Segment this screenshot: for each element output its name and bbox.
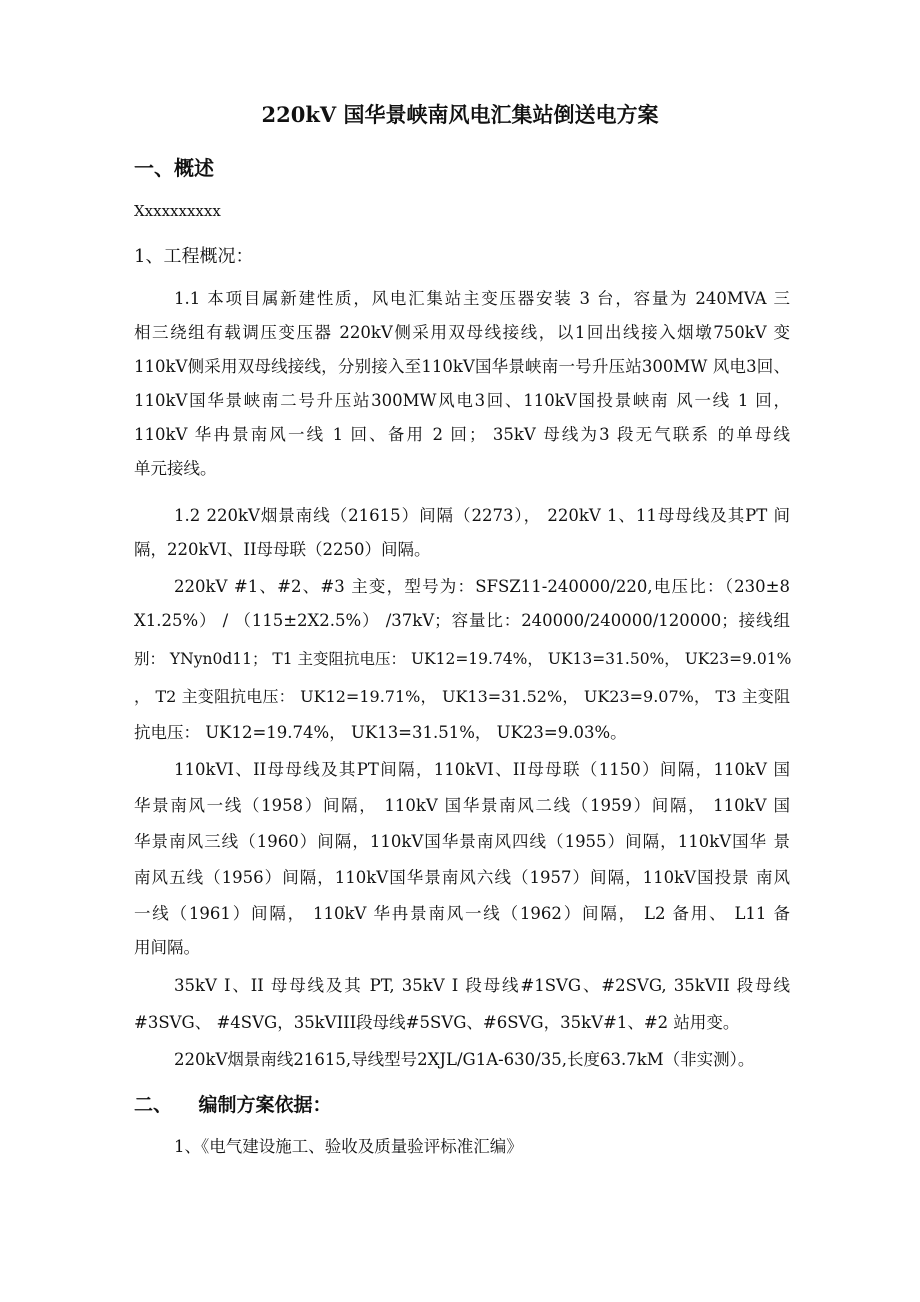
paragraph-line: 110kV国华景峡南二号升压站300MW风电3回、110kV国投景峡南 风一线 1 回， bbox=[134, 391, 790, 410]
section-heading-basis: 二、 编制方案依据： bbox=[134, 1094, 332, 1116]
placeholder-text: Xxxxxxxxxx bbox=[134, 202, 221, 220]
paragraph-line: 相三绕组有载调压变压器 220kV侧采用双母线接线，以1回出线接入烟墩750kV 变 bbox=[134, 323, 790, 342]
paragraph-line: 1.1 本项目属新建性质，风电汇集站主变压器安装 3 台，容量为 240MVA 三 bbox=[174, 289, 790, 308]
paragraph-line: 220kV烟景南线21615,导线型号2XJL/G1A-630/35,长度63.7kM（非实测）。 bbox=[174, 1050, 755, 1069]
paragraph-line: 别： YNyn0d11； T1 主变阻抗电压： UK12=19.74%， UK13=31.50%， UK23=9.01% bbox=[134, 650, 792, 668]
paragraph-line: 华景南风一线（1958）间隔， 110kV 国华景南风二线（1959）间隔， 110kV 国 bbox=[134, 796, 790, 815]
paragraph-line: 隔，220kVI、II母母联（2250）间隔。 bbox=[134, 540, 431, 559]
paragraph-line: 抗电压： UK12=19.74%， UK13=31.51%， UK23=9.03%。 bbox=[134, 723, 627, 742]
reference-item: 1、《电气建设施工、验收及质量验评标准汇编》 bbox=[174, 1137, 523, 1156]
paragraph-line: 110kVI、II母母线及其PT间隔，110kVI、II母母联（1150）间隔，110kV 国 bbox=[174, 760, 790, 779]
paragraph-line: #3SVG、 #4SVG，35kVIII段母线#5SVG、#6SVG，35kV#1、#2 站用变。 bbox=[134, 1013, 740, 1032]
paragraph-line: 单元接线。 bbox=[134, 459, 217, 478]
document-title: 220kV 国华景峡南风电汇集站倒送电方案 bbox=[261, 102, 659, 127]
subsection-heading-project: 1、工程概况： bbox=[134, 246, 254, 267]
paragraph-line: 220kV #1、#2、#3 主变，型号为：SFSZ11-240000/220,电压比：（230±8 bbox=[174, 577, 790, 596]
paragraph-line: 南风五线（1956）间隔，110kV国华景南风六线（1957）间隔，110kV国投景 南风 bbox=[134, 868, 790, 887]
paragraph-line: 110kV 华冉景南风一线 1 回、备用 2 回； 35kV 母线为3 段无气联系 的单母线 bbox=[134, 425, 790, 444]
section-heading-overview: 一、概述 bbox=[134, 156, 214, 180]
paragraph-line: 一线（1961）间隔， 110kV 华冉景南风一线（1962）间隔， L2 备用、 L11 备 bbox=[134, 904, 790, 923]
paragraph-line: 用间隔。 bbox=[134, 938, 200, 957]
paragraph-line: 110kV侧采用双母线接线，分别接入至110kV国华景峡南一号升压站300MW 风电3回、 bbox=[134, 357, 790, 376]
paragraph-line: 1.2 220kV烟景南线（21615）间隔（2273）， 220kV 1、11母母线及其PT 间 bbox=[174, 506, 790, 525]
paragraph-line: 35kV I、II 母母线及其 PT, 35kV I 段母线#1SVG、#2SVG, 35kVII 段母线 bbox=[174, 976, 790, 995]
paragraph-line: 华景南风三线（1960）间隔，110kV国华景南风四线（1955）间隔，110kV国华 景 bbox=[134, 832, 790, 851]
paragraph-line: ， T2 主变阻抗电压： UK12=19.71%， UK13=31.52%， UK23=9.07%， T3 主变阻 bbox=[134, 687, 790, 706]
paragraph-line: X1.25%） / （115±2X2.5%） /37kV；容量比：240000/240000/120000；接线组 bbox=[134, 611, 790, 630]
